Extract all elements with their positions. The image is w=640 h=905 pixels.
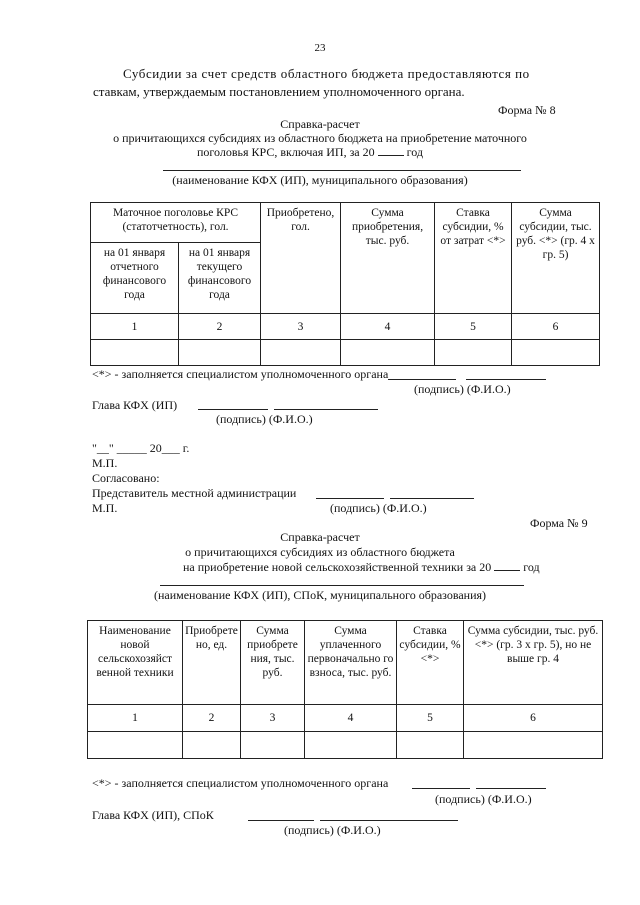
form8-subtitle-line-2 (197, 145, 423, 160)
form8-colnum-5: 5 (435, 314, 512, 340)
form8-header-rate: Ставка субсидии, % от затрат <*> (435, 203, 512, 314)
form9-header-subsidy-sum: Сумма субсидии, тыс. руб. <*> (гр. 3 х гр. 5), но не выше гр. 4 (464, 621, 603, 705)
form8-colnum-6: 6 (512, 314, 600, 340)
form8-colnum-4: 4 (341, 314, 435, 340)
form8-agreed: Согласовано: (92, 471, 160, 485)
form9-header-purchased-units: Приобрете но, ед. (183, 621, 241, 705)
form8-header-herd: Маточное поголовье КРС (статотчетность), гол. (91, 203, 261, 243)
form9-empty-cell (241, 732, 305, 759)
form9-subtitle-pre: на приобретение новой сельскохозяйственной техники за 20 (183, 560, 492, 574)
form8-year-blank (378, 155, 404, 156)
form9-head-caption: (подпись) (Ф.И.О.) (284, 823, 381, 837)
form9-year-blank (494, 570, 520, 571)
form9-header-purchase-sum: Сумма приобрете ния, тыс. руб. (241, 621, 305, 705)
form9-subtitle-post: год (523, 560, 540, 574)
form8-name-caption: (наименование КФХ (ИП), муниципального образования) (172, 173, 468, 187)
form8-rep-fio-line (390, 498, 474, 499)
form8-empty-cell (512, 340, 600, 366)
form8-date-line: "__" _____ 20___ г. (92, 441, 190, 455)
form9-label: Форма № 9 (530, 516, 588, 530)
form8-subtitle-post: год (406, 145, 424, 159)
page-number: 23 (314, 42, 326, 54)
form9-empty-cell (397, 732, 464, 759)
form9-colnum-2: 2 (183, 705, 241, 732)
form8-note-fio-line (466, 379, 546, 380)
form9-colnum-5: 5 (397, 705, 464, 732)
form8-table (90, 202, 600, 366)
form8-note: <*> - заполняется специалистом уполномоченного органа (92, 367, 389, 381)
intro-line-2: ставкам, утверждаемым постановлением уполномоченного органа. (93, 84, 465, 99)
form9-header-equipment-name: Наименование новой сельскохозяйст венной техники (88, 621, 183, 705)
form8-note-caption: (подпись) (Ф.И.О.) (414, 382, 511, 396)
form8-rep-sign-line (316, 498, 384, 499)
form9-note-caption: (подпись) (Ф.И.О.) (435, 792, 532, 806)
form9-note-sign-line (412, 788, 470, 789)
form8-empty-cell (261, 340, 341, 366)
form8-rep-caption: (подпись) (Ф.И.О.) (330, 501, 427, 515)
form8-head-fio-line (274, 409, 378, 410)
form8-colnum-3: 3 (261, 314, 341, 340)
form8-header-purchase-sum: Сумма приобретения, тыс. руб. (341, 203, 435, 314)
form9-subtitle-line-1: о причитающихся субсидиях из областного бюджета (185, 545, 455, 559)
form8-colnum-2: 2 (179, 314, 261, 340)
form9-table (87, 620, 603, 759)
form9-note: <*> - заполняется специалистом уполномоченного органа (92, 776, 389, 790)
form8-subtitle-line-1: о причитающихся субсидиях из областного бюджета на приобретение маточного (113, 131, 527, 145)
form8-note-sign-line (388, 379, 456, 380)
form9-head-sign-line (248, 820, 314, 821)
form9-name-line (160, 585, 524, 586)
form9-empty-cell (305, 732, 397, 759)
form9-colnum-1: 1 (88, 705, 183, 732)
form9-header-down-payment: Сумма уплаченного первоначально го взноса, тыс. руб. (305, 621, 397, 705)
form9-empty-cell (88, 732, 183, 759)
form8-header-jan1-current: на 01 января текущего финансового года (179, 243, 261, 314)
form9-colnum-3: 3 (241, 705, 305, 732)
form8-mp-2: М.П. (92, 501, 118, 515)
form9-empty-cell (183, 732, 241, 759)
form8-colnum-1: 1 (91, 314, 179, 340)
form8-head-sign-line (198, 409, 268, 410)
form9-head-label: Глава КФХ (ИП), СПоК (92, 808, 214, 822)
form8-empty-cell (179, 340, 261, 366)
form8-head-caption: (подпись) (Ф.И.О.) (216, 412, 313, 426)
form8-empty-cell (435, 340, 512, 366)
form8-empty-cell (91, 340, 179, 366)
form9-note-fio-line (476, 788, 546, 789)
form9-empty-cell (464, 732, 603, 759)
form8-head-label: Глава КФХ (ИП) (92, 398, 178, 412)
form8-header-purchased: Приобретено, гол. (261, 203, 341, 314)
form8-rep-label: Представитель местной администрации (92, 486, 297, 500)
form8-title: Справка-расчет (280, 117, 360, 131)
form8-label: Форма № 8 (498, 103, 556, 117)
form9-subtitle-line-2 (183, 560, 540, 575)
form9-title: Справка-расчет (280, 530, 360, 544)
form9-header-rate: Ставка субсидии, % <*> (397, 621, 464, 705)
form8-header-subsidy-sum: Сумма субсидии, тыс. руб. <*> (гр. 4 х гр. 5) (512, 203, 600, 314)
intro-line-1: Субсидии за счет средств областного бюджета предоставляются по (123, 66, 530, 81)
form9-colnum-4: 4 (305, 705, 397, 732)
form8-header-jan1-reporting: на 01 января отчетного финансового года (91, 243, 179, 314)
form8-subtitle-pre: поголовья КРС, включая ИП, за 20 (197, 145, 375, 159)
form8-empty-cell (341, 340, 435, 366)
form8-mp-1: М.П. (92, 456, 118, 470)
form8-name-line (163, 170, 521, 171)
form9-name-caption: (наименование КФХ (ИП), СПоК, муниципального образования) (153, 588, 487, 602)
form9-head-fio-line (320, 820, 458, 821)
form9-colnum-6: 6 (464, 705, 603, 732)
